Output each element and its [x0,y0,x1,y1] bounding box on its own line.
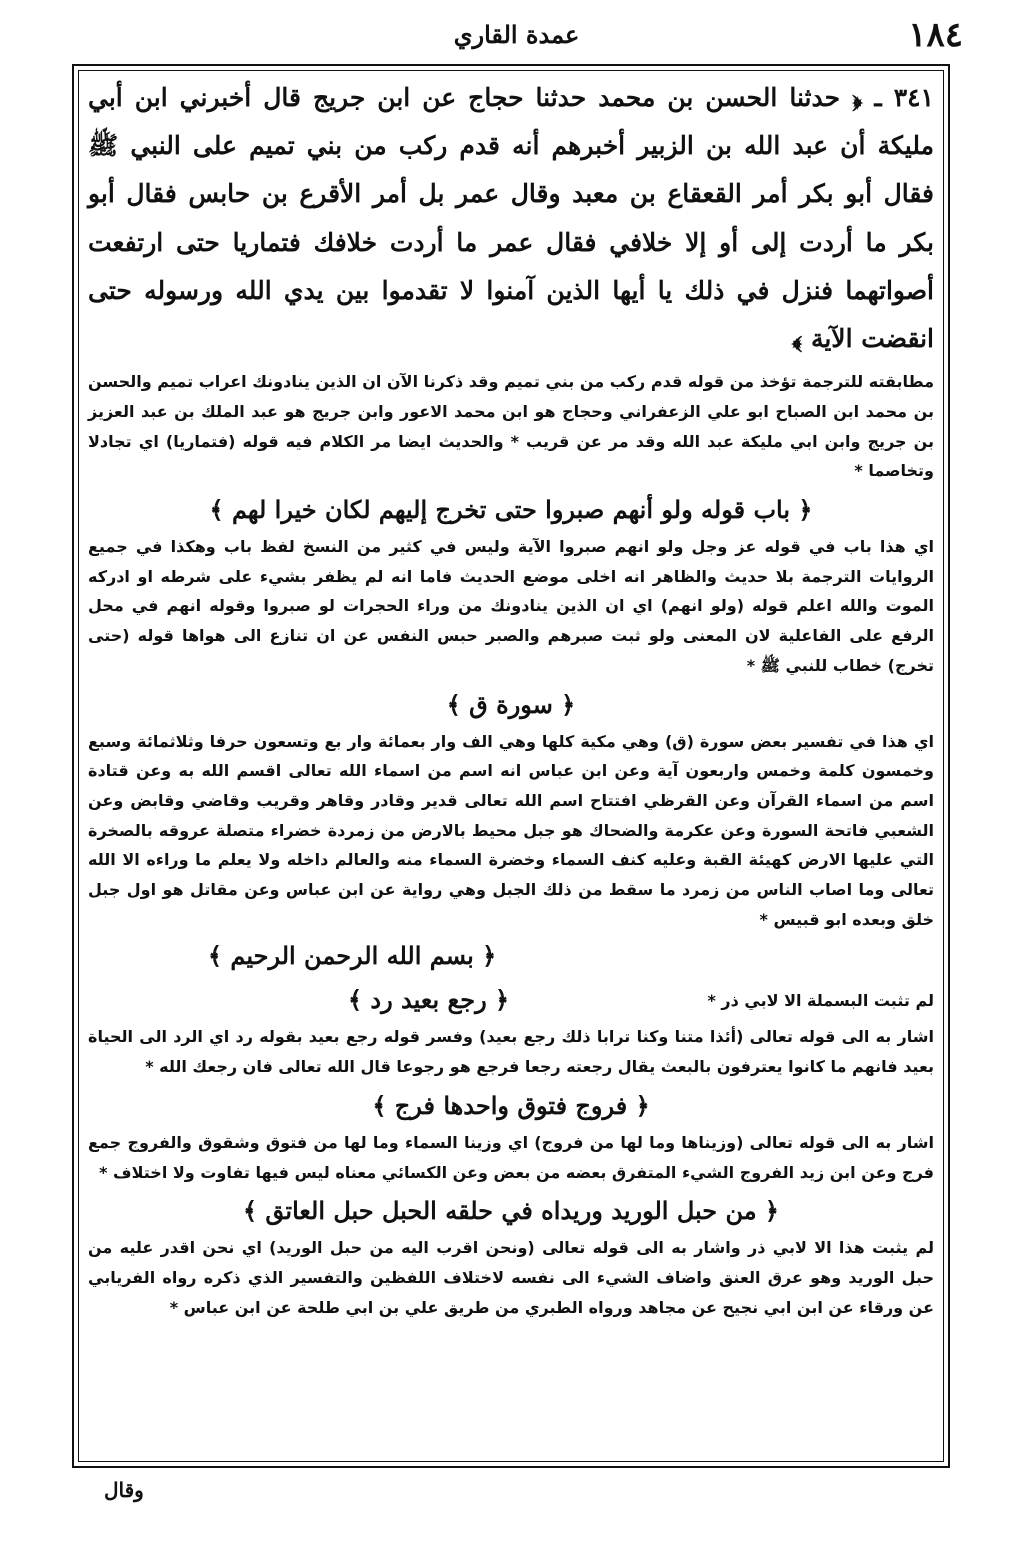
catchword: وقال [104,1478,144,1502]
page-body [88,74,934,1322]
verse-heading-2: ﴿ فروج فتوق واحدها فرج ﴾ [372,1090,650,1120]
verse-heading-3: ﴿ من حبل الوريد وريداه في حلقه الحبل حبل العاتق ﴾ [243,1196,779,1226]
verse-row-1 [88,978,934,1022]
running-head [70,14,963,56]
commentary-paragraph-5: اشار به الى قوله تعالى (وزيناها وما لها من فروج) اي وزينا السماء وما لها من فتوق وشقوق والفروج جمع فرج وعن ابن زيد الفروج الشيء المتفرق بعضه من بعض وعن الكسائي معناه ليس فيها تفاوت ولا اختلاف * [88,1132,934,1182]
commentary-paragraph-6: لم يثبت هذا الا لابي ذر واشار به الى قوله تعالى (ونحن اقرب اليه من حبل الوريد) اي نحن اقدر عليه من حبل الوريد وهو عرق العنق واضاف الشيء الى نفسه لاختلاف اللفظين والتفسير الذي ذكره رواه الفريابي عن ورقاء عن ابن ابي نجيح عن مجاهد ورواه الطبري من طريق علي بن ابي طلحة عن ابن عباس * [88,1238,934,1317]
basmala-heading: ﴿ بسم الله الرحمن الرحيم ﴾ [208,941,497,971]
hadith-matn: ﴿ حدثنا الحسن بن محمد حدثنا حجاج عن ابن جريج قال أخبرني ابن أبي مليكة أن عبد الله بن الزبير أخبرهم أنه قدم ركب من بني تميم على النبي ﷺ فقال أبو بكر أمر القعقاع بن معبد وقال عمر بل أمر الأقرع بن حابس فقال أبو بكر ما أردت إلى أو إلا خلافي فقال عمر ما أردت خلافك فتماريا حتى ارتفعت أصواتهما فنزل في ذلك يا أيها الذين آمنوا لا تقدموا بين يدي الله ورسوله حتى انقضت الآية ﴾ [88,83,934,354]
verse-heading-1: ﴿ رجع بعيد رد ﴾ [348,985,510,1015]
commentary-paragraph-2: اي هذا باب في قوله عز وجل ولو انهم صبروا الآية وليس في كثير من النسخ لفظ باب وهكذا في جميع الروايات الترجمة بلا حديث والظاهر انه اخلى موضع الحديث فاما انه لم يظفر بشيء على شرطه او ادركه الموت والله اعلم قوله (ولو انهم) اي ان الذين ينادونك من وراء الحجرات لو صبروا وقوله انهم في محل الرفع على الفاعلية لان المعنى ولو ثبت صبرهم والصبر حبس النفس عن ان تنازع الى هواها قوله (حتى تخرج) خطاب للنبي ﷺ * [88,537,934,675]
commentary-paragraph-1: مطابقته للترجمة تؤخذ من قوله قدم ركب من بني تميم وقد ذكرنا الآن ان الذين ينادونك اعراب تميم والحسن بن محمد ابن الصباح ابو علي الزعفراني وحجاج هو ابن محمد الاعور وابن جريج هو عبد الملك بن عبد العزيز بن جريج وابن ابي مليكة عبد الله وقد مر عن قريب * والحديث ايضا مر الكلام فيه قوله (فتماريا) اي تجادلا وتخاصما * [88,372,934,481]
basmala-row [88,934,934,978]
hadith-text [88,74,934,363]
running-title: عمدة القاري [453,20,580,49]
commentary-paragraph-3: اي هذا في تفسير بعض سورة (ق) وهي مكية كلها وهي الف وار بعمائة وار بع وتسعون حرفا وثلاثمائة وسبع وخمسون كلمة وخمس واربعون آية وعن ابن عباس انه اسم من اسماء الله تعالى اقسم الله به وعن قتادة اسم من اسماء القرآن وعن القرظي افتتاح اسم الله تعالى قدير وقادر وقاهر وقريب وقاضي وقابض وعن الشعبي فاتحة السورة وعن عكرمة والضحاك هو جبل محيط بالارض من زمردة خضراء متصلة عروقه بالصخرة التي عليها الارض كهيئة القبة وعليه كنف السماء وخضرة السماء منه والعالم داخله ولا يعلم ما وراءه الا الله تعالى وما اصاب الناس من زمرد ما سقط من ذلك الجبل وهي رواية عن ابن عباس وعن مقاتل هو اول جبل خلق وبعده ابو قبيس * [88,731,934,929]
commentary-paragraph-4: اشار به الى قوله تعالى (أئذا متنا وكنا ترابا ذلك رجع بعيد) وفسر قوله رجع بعيد بقوله رد اي الرد الى الحياة بعيد فانهم ما كانوا يعترفون بالبعث يقال رجعته رجعا فرجع هو رجوعا قال الله تعالى فان رجعك الله * [88,1027,934,1077]
hadith-number: ٣٤١ ـ [874,83,934,112]
page-number: ١٨٤ [908,15,963,55]
basmala-note: لم تثبت البسملة الا لابي ذر * [707,991,934,1011]
surah-heading: ﴿ سورة ق ﴾ [446,689,576,719]
chapter-heading: ﴿ باب قوله ولو أنهم صبروا حتى تخرج إليهم لكان خيرا لهم ﴾ [209,495,813,525]
